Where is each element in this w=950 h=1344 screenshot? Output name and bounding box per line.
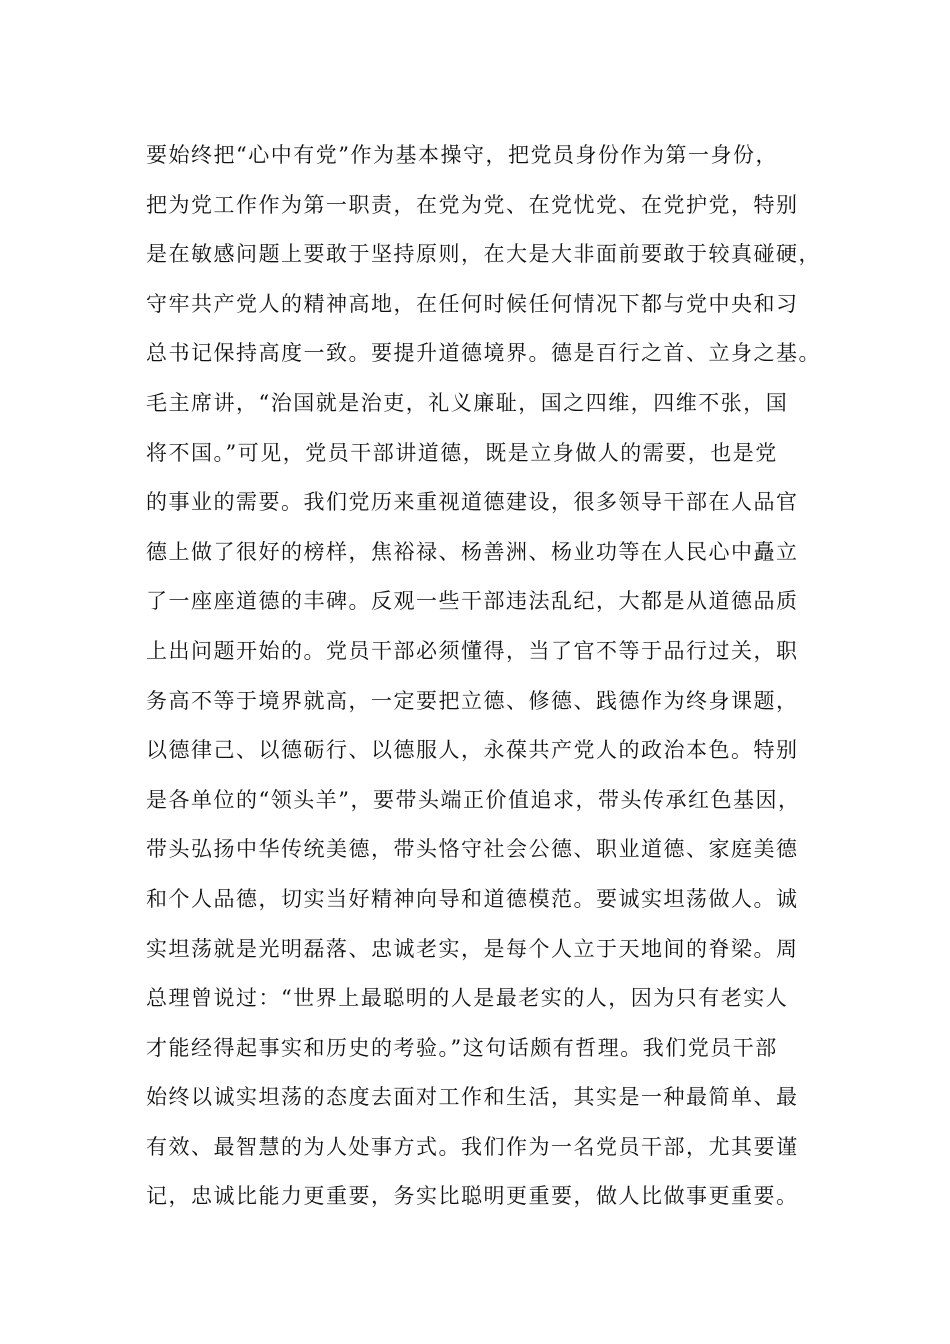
- text-line: 记，忠诚比能力更重要，务实比聪明更重要，做人比做事更重要。: [146, 1184, 799, 1209]
- text-line: 将不国。”可见，党员干部讲道德，既是立身做人的需要，也是党: [146, 440, 778, 465]
- text-line: 实坦荡就是光明磊落、忠诚老实，是每个人立于天地间的脊梁。周: [146, 936, 799, 961]
- text-line: 始终以诚实坦荡的态度去面对工作和生活，其实是一种最简单、最: [146, 1085, 799, 1110]
- text-line: 上出问题开始的。党员干部必须懂得，当了官不等于品行过关，职: [146, 638, 799, 663]
- text-line: 以德律己、以德砺行、以德服人，永葆共产党人的政治本色。特别: [146, 738, 799, 763]
- text-line: 毛主席讲，“治国就是治吏，礼义廉耻，国之四维，四维不张，国: [146, 390, 789, 415]
- text-line: 是在敏感问题上要敢于坚持原则，在大是大非面前要敢于较真碰硬，: [146, 242, 821, 267]
- text-line: 德上做了很好的榜样，焦裕禄、杨善洲、杨业功等在人民心中矗立: [146, 539, 799, 564]
- text-line: 要始终把“心中有党”作为基本操守，把党员身份作为第一身份，: [146, 143, 778, 167]
- text-line: 把为党工作作为第一职责，在党为党、在党忧党、在党护党，特别: [146, 192, 799, 217]
- text-line: 总理曾说过：“世界上最聪明的人是最老实的人，因为只有老实人: [146, 986, 789, 1011]
- body-text: [146, 131, 836, 1222]
- text-line: 守牢共产党人的精神高地，在任何时候任何情况下都与党中央和习: [146, 291, 799, 316]
- text-line: 和个人品德，切实当好精神向导和道德模范。要诚实坦荡做人。诚: [146, 886, 799, 911]
- text-line: 是各单位的“领头羊”，要带头端正价值追求，带头传承红色基因，: [146, 787, 801, 812]
- text-line: 有效、最智慧的为人处事方式。我们作为一名党员干部，尤其要谨: [146, 1134, 799, 1159]
- text-line: 带头弘扬中华传统美德，带头恪守社会公德、职业道德、家庭美德: [146, 837, 799, 862]
- text-line: 了一座座道德的丰碑。反观一些干部违法乱纪，大都是从道德品质: [146, 589, 799, 614]
- text-line: 的事业的需要。我们党历来重视道德建设，很多领导干部在人品官: [146, 490, 799, 515]
- text-line: 才能经得起事实和历史的考验。”这句话颇有哲理。我们党员干部: [146, 1035, 778, 1060]
- text-line: 总书记保持高度一致。要提升道德境界。德是百行之首、立身之基。: [146, 341, 821, 366]
- text-line: 务高不等于境界就高，一定要把立德、修德、践德作为终身课题，: [146, 688, 799, 713]
